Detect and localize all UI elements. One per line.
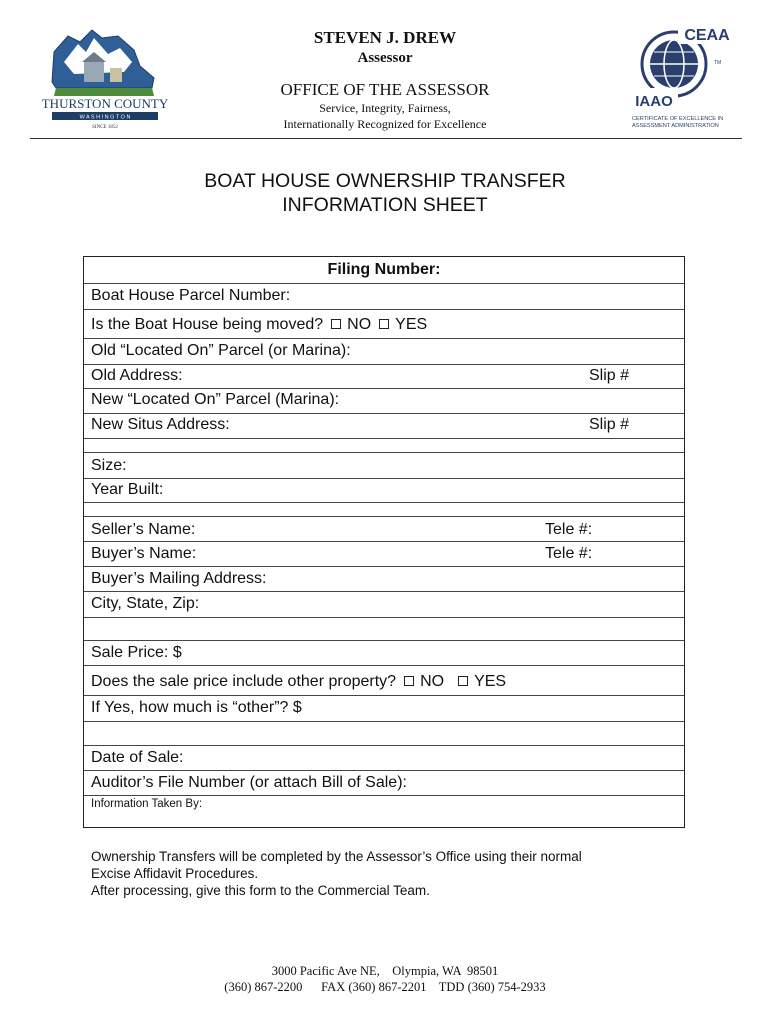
row-divider: [84, 452, 684, 453]
form-title-line-2: INFORMATION SHEET: [282, 194, 488, 216]
ceaa-iaao-logo: [630, 20, 740, 135]
new-situs-label[interactable]: New Situs Address:: [91, 416, 230, 433]
row-divider: [84, 541, 684, 542]
office-address: 3000 Pacific Ave NE, Olympia, WA 98501: [271, 964, 499, 978]
ceaa-caption-2: ASSESSMENT ADMINISTRATION: [632, 123, 719, 129]
footer-note-line-2: Excise Affidavit Procedures.: [91, 866, 259, 881]
moved-yes-label: YES: [395, 316, 428, 333]
buyer-mailing-label[interactable]: Buyer’s Mailing Address:: [91, 570, 267, 587]
seller-name-label[interactable]: Seller’s Name:: [91, 521, 196, 538]
row-divider: [84, 770, 684, 771]
letterhead: [0, 0, 770, 145]
footer-note-line-3: After processing, give this form to the Commercial Team.: [91, 883, 430, 898]
footer-note: [91, 848, 711, 899]
buyer-tele-label[interactable]: Tele #:: [545, 545, 593, 562]
office-title: OFFICE OF THE ASSESSOR: [280, 80, 490, 99]
row-divider: [84, 388, 684, 389]
form-title-line-1: BOAT HOUSE OWNERSHIP TRANSFER: [204, 170, 566, 192]
information-taken-by-label[interactable]: Information Taken By:: [91, 798, 203, 810]
moved-question-label: Is the Boat House being moved?: [91, 316, 324, 333]
form-title: [0, 169, 770, 217]
size-label[interactable]: Size:: [91, 457, 127, 474]
city-state-zip-label[interactable]: City, State, Zip:: [91, 595, 200, 612]
tagline-line-2: Internationally Recognized for Excellence: [283, 117, 487, 131]
other-no-label: NO: [420, 673, 445, 690]
moved-yes-checkbox[interactable]: [379, 319, 389, 329]
row-divider: [84, 617, 684, 618]
tagline-line-1: Service, Integrity, Fairness,: [319, 101, 451, 115]
other-no-checkbox[interactable]: [404, 676, 414, 686]
county-logo-since: SINCE 1852: [92, 125, 118, 130]
county-logo-state: W A S H I N G T O N: [79, 114, 131, 121]
header-divider: [30, 138, 742, 139]
assessor-title: Assessor: [357, 50, 413, 66]
moved-no-label: NO: [347, 316, 372, 333]
parcel-number-label[interactable]: Boat House Parcel Number:: [91, 287, 291, 304]
new-slip-label[interactable]: Slip #: [589, 416, 630, 433]
date-of-sale-label[interactable]: Date of Sale:: [91, 749, 184, 766]
transfer-form: [83, 256, 685, 828]
old-parcel-label[interactable]: Old “Located On” Parcel (or Marina):: [91, 342, 351, 359]
other-yes-label: YES: [474, 673, 507, 690]
other-property-row: [91, 673, 506, 691]
tm-mark: TM: [714, 60, 722, 66]
row-divider: [84, 309, 684, 310]
row-divider: [84, 516, 684, 517]
row-divider: [84, 721, 684, 722]
footer-note-line-1: Ownership Transfers will be completed by the Assessor’s Office using their normal: [91, 849, 582, 864]
ceaa-caption-1: CERTIFICATE OF EXCELLENCE IN: [632, 116, 724, 122]
row-divider: [84, 338, 684, 339]
new-parcel-label[interactable]: New “Located On” Parcel (Marina):: [91, 391, 340, 408]
seller-tele-label[interactable]: Tele #:: [545, 521, 593, 538]
row-divider: [84, 364, 684, 365]
row-divider: [84, 283, 684, 284]
row-divider: [84, 502, 684, 503]
other-yes-checkbox[interactable]: [458, 676, 468, 686]
row-divider: [84, 478, 684, 479]
moved-no-checkbox[interactable]: [331, 319, 341, 329]
row-divider: [84, 566, 684, 567]
row-divider: [84, 413, 684, 414]
row-divider: [84, 795, 684, 796]
year-built-label[interactable]: Year Built:: [91, 481, 164, 498]
row-divider: [84, 438, 684, 439]
office-phones: (360) 867-2200 FAX (360) 867-2201 TDD (360) 754-2933: [224, 980, 546, 994]
ceaa-text: CEAA: [684, 27, 730, 44]
sale-price-label[interactable]: Sale Price: $: [91, 644, 182, 661]
buyer-name-label[interactable]: Buyer’s Name:: [91, 545, 197, 562]
row-divider: [84, 665, 684, 666]
assessor-name: STEVEN J. DREW: [313, 28, 457, 47]
filing-number-label: Filing Number:: [327, 261, 441, 278]
row-divider: [84, 640, 684, 641]
iaao-text: IAAO: [635, 93, 673, 110]
row-divider: [84, 591, 684, 592]
other-property-question: Does the sale price include other property?: [91, 673, 397, 690]
row-divider: [84, 745, 684, 746]
county-logo-name: THURSTON COUNTY: [41, 96, 169, 111]
old-address-label[interactable]: Old Address:: [91, 367, 183, 384]
row-divider: [84, 695, 684, 696]
auditor-file-label[interactable]: Auditor’s File Number (or attach Bill of Sale):: [91, 774, 407, 791]
if-yes-other-label[interactable]: If Yes, how much is “other”? $: [91, 699, 302, 716]
moved-question-row: [91, 316, 427, 334]
old-slip-label[interactable]: Slip #: [589, 367, 630, 384]
